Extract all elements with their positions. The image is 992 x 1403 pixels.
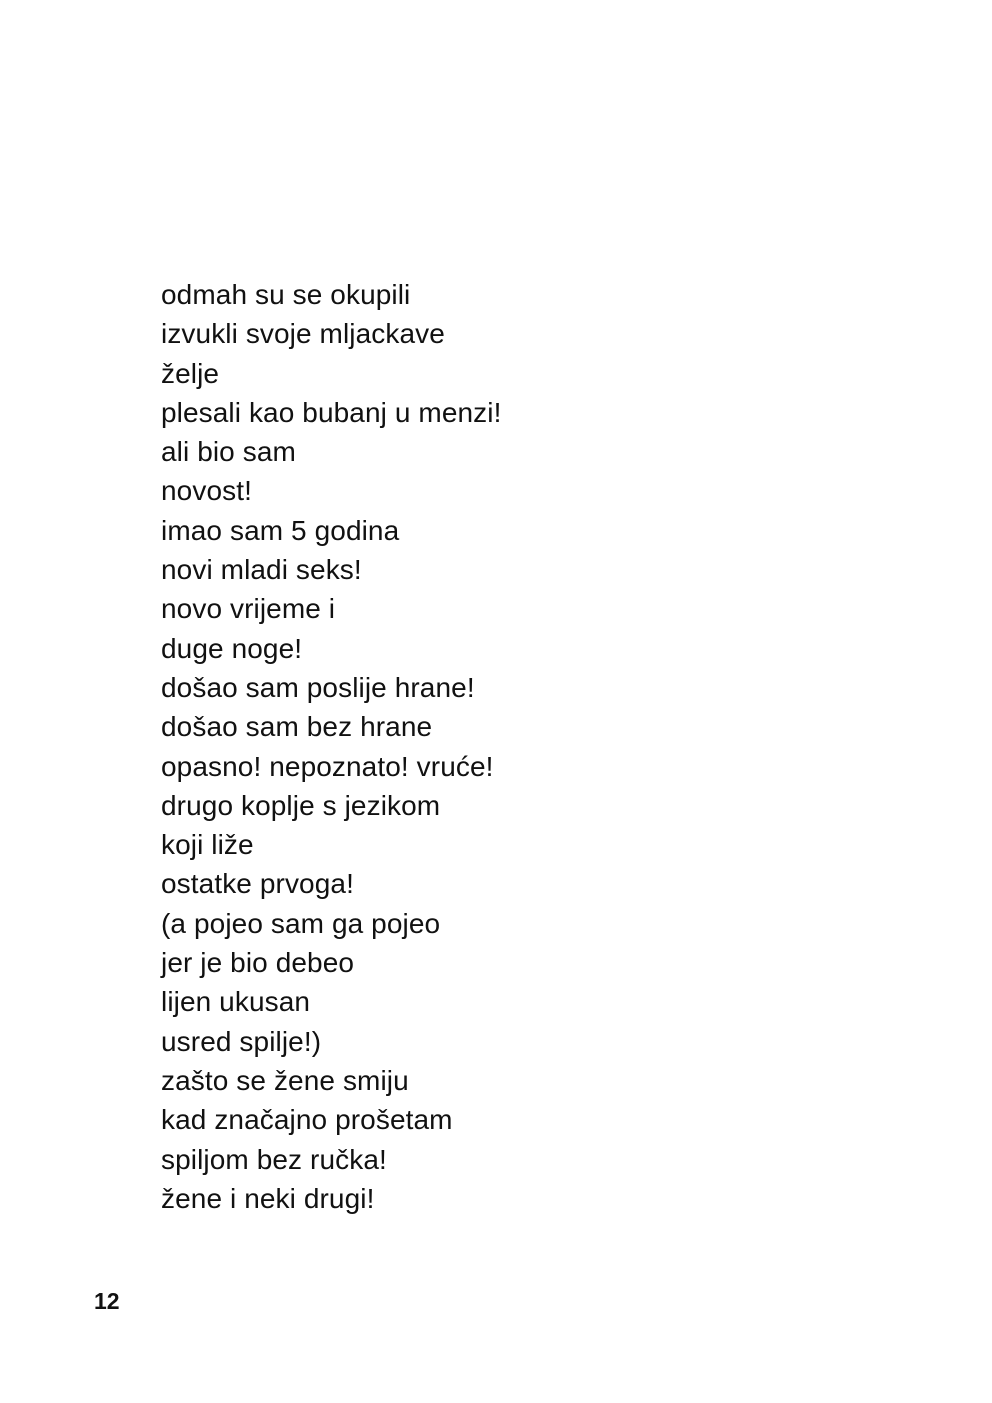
poem-line: želje [161,357,220,389]
poem-line: spiljom bez ručka! [161,1143,387,1175]
poem-line: lijen ukusan [161,986,311,1018]
poem-line: izvukli svoje mljackave [161,318,445,350]
poem-line: novo vrijeme i [161,593,336,625]
page-number: 12 [94,1288,120,1314]
poem-line: imao sam 5 godina [161,514,400,546]
poem-text [161,275,501,1218]
poem-line: opasno! nepoznato! vruće! [161,750,494,782]
poem-line: (a pojeo sam ga pojeo [161,907,441,939]
poem-line: novi mladi seks! [161,554,362,586]
poem-line: odmah su se okupili [161,279,411,310]
poem-line: novost! [161,475,252,507]
poem-line: drugo koplje s jezikom [161,789,441,821]
poem-line: plesali kao bubanj u menzi! [161,396,502,428]
poem-line: usred spilje!) [161,1025,322,1057]
poem-line: duge noge! [161,632,303,664]
poem-line: kad značajno prošetam [161,1104,453,1136]
poem-line: koji liže [161,829,254,861]
poem-line: zašto se žene smiju [161,1064,409,1096]
poem-line: došao sam poslije hrane! [161,671,475,703]
poem-line: žene i neki drugi! [161,1182,375,1214]
poem-line: ali bio sam [161,436,296,468]
poem-line: došao sam bez hrane [161,711,433,743]
poem-line: ostatke prvoga! [161,868,354,900]
poem-line: jer je bio debeo [161,947,355,979]
